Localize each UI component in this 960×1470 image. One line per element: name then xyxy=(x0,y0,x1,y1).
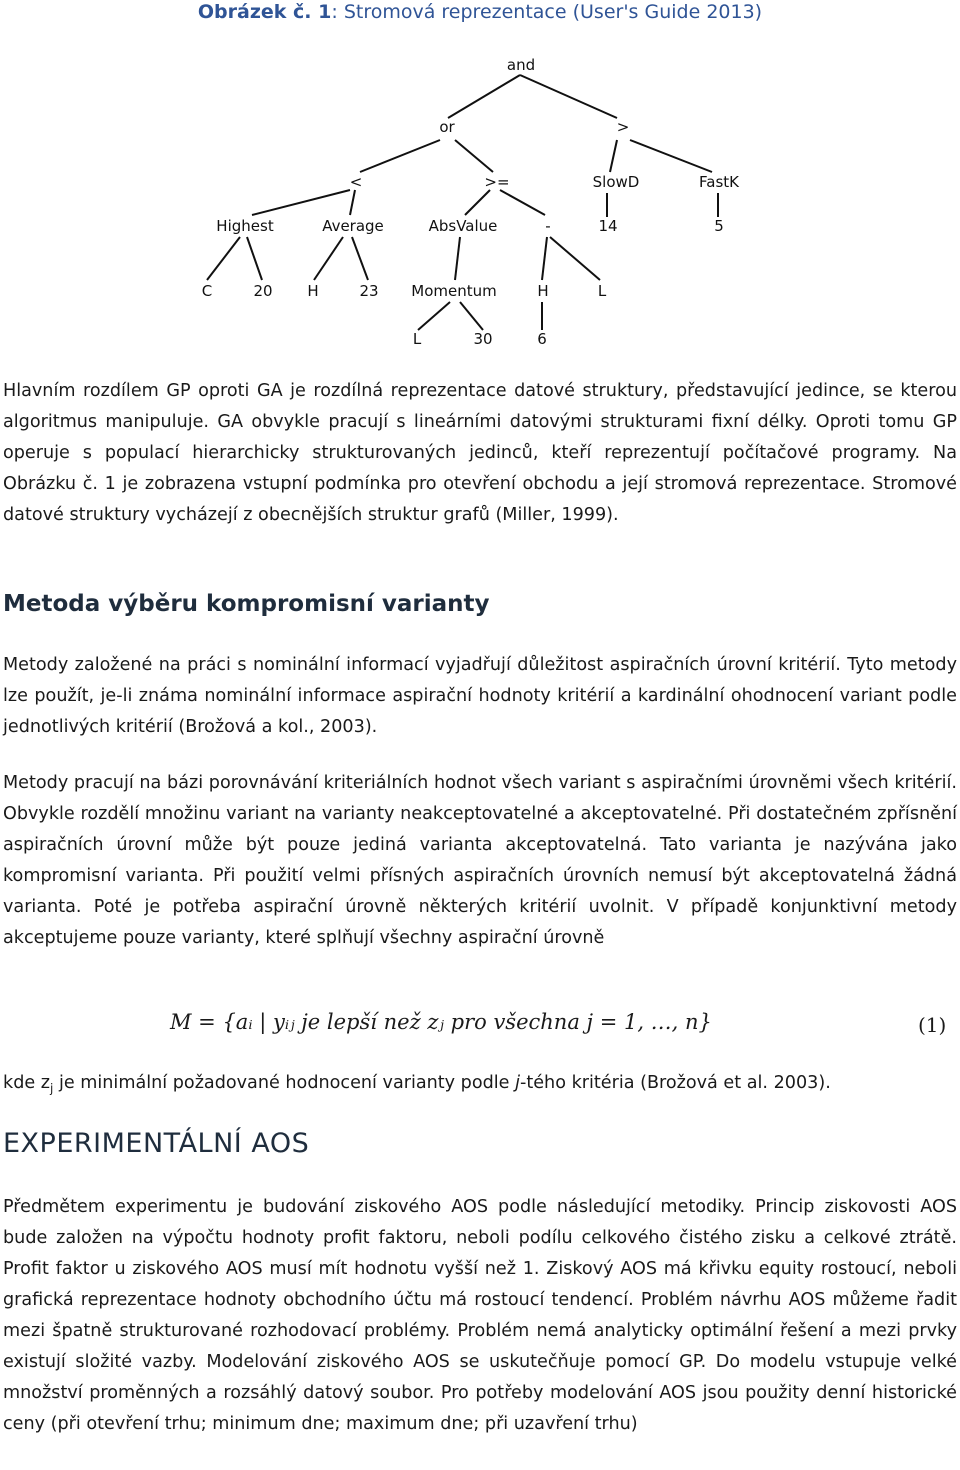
node-h2: H xyxy=(537,282,549,300)
edge-gte-absvalue xyxy=(465,190,490,215)
figure-caption-label: Obrázek č. 1 xyxy=(197,1,332,23)
kde-mid: je minimální požadované hodnocení varianty podle xyxy=(53,1073,516,1093)
node-fastk: FastK xyxy=(699,173,739,191)
node-average: Average xyxy=(322,217,384,235)
edge-average-h xyxy=(314,237,343,280)
edge-highest-c xyxy=(207,237,240,280)
kde-post: -tého kritéria (Brožová et al. 2003). xyxy=(519,1073,831,1093)
node-h: H xyxy=(307,282,319,300)
node-6: 6 xyxy=(537,330,547,348)
node-slowd: SlowD xyxy=(592,173,640,191)
node-or: or xyxy=(439,118,455,136)
equation-number: (1) xyxy=(918,1013,947,1037)
paragraph-nominal-info: Metody založené na práci s nominální informací vyjadřují důležitost aspiračních úrovní kritérií. Tyto metody lze použít, je-li známa nominální informace aspirační hodnoty kritérií a kardinální ohodnocení variant podle jednotlivých kritérií (Brožová a kol., 2003). xyxy=(3,655,957,737)
node-and: and xyxy=(506,56,536,74)
figure-caption-text: : Stromová reprezentace (User's Guide 2013) xyxy=(331,1,763,23)
paragraph-gp-ga: Hlavním rozdílem GP oproti GA je rozdílná reprezentace datové struktury, představující jedince, se kterou algoritmus manipuluje. GA obvykle pracují s lineárními datovými strukturami fixní délky. Oproti tomu GP operuje s populací hierarchicky strukturovaných jedinců, kteří reprezentují počítačové programy. Na Obrázku č. 1 je zobrazena vstupní podmínka pro otevření obchodu a její stromová reprezentace. Stromové datové struktury vycházejí z obecnějších struktur grafů (Miller, 1999). xyxy=(3,381,957,525)
kde-pre: kde z xyxy=(3,1073,51,1093)
node-absvalue: AbsValue xyxy=(428,217,498,235)
node-14: 14 xyxy=(598,217,618,235)
paragraph-kde-zj xyxy=(3,1068,957,1105)
tree-diagram xyxy=(0,40,960,350)
figure-caption xyxy=(0,0,960,24)
node-c: C xyxy=(201,282,213,300)
node-l2: L xyxy=(412,330,422,348)
edge-and-or xyxy=(448,75,520,118)
node-l: L xyxy=(597,282,607,300)
node-gte: >= xyxy=(484,173,510,191)
node-20: 20 xyxy=(253,282,273,300)
node-30: 30 xyxy=(473,330,493,348)
node-momentum: Momentum xyxy=(411,282,497,300)
edge-minus-l xyxy=(550,237,600,280)
edge-average-23 xyxy=(352,237,368,280)
node-lt: < xyxy=(349,173,363,191)
edge-lt-average xyxy=(350,190,355,215)
paragraph-aspiracni: Metody pracují na bázi porovnávání kriteriálních hodnot všech variant s aspiračními úrovněmi všech kritérií. Obvykle rozdělí množinu variant na varianty neakceptovatelné a akceptovatelné. Při dostatečném zpřísnění aspiračních úrovní může být pouze jediná varianta akceptovatelná. Tato varianta je nazývána jako kompromisní varianta. Při použití velmi přísných aspiračních úrovních nemusí být akceptovatelná žádná varianta. Poté je potřeba aspirační úrovně některých kritérií uvolnit. V případě konjunktivní metody akceptujeme pouze varianty, které splňují všechny aspirační úrovně xyxy=(3,773,957,948)
section-heading-kompromisni: Metoda výběru kompromisní varianty xyxy=(3,591,490,617)
kde-italic: j xyxy=(515,1073,520,1093)
edge-or-lt xyxy=(360,140,440,172)
edge-gte-minus xyxy=(500,190,545,215)
node-gt: > xyxy=(616,118,630,136)
kde-sub: j xyxy=(50,1081,54,1096)
formula: M = {aᵢ | yᵢⱼ je lepší než zⱼ pro všechna j = 1, …, n} xyxy=(170,1010,712,1034)
edge-momentum-30 xyxy=(460,302,483,330)
node-23: 23 xyxy=(359,282,379,300)
section-heading-experimentalni: EXPERIMENTÁLNÍ AOS xyxy=(3,1128,310,1159)
edge-gt-fastk xyxy=(630,140,712,172)
node-5: 5 xyxy=(714,217,724,235)
edge-highest-20 xyxy=(247,237,262,280)
node-minus: - xyxy=(545,217,551,235)
node-highest: Highest xyxy=(216,217,274,235)
edge-or-gte xyxy=(455,140,493,172)
edge-gt-slowd xyxy=(610,140,617,172)
tree-nodes xyxy=(202,56,740,348)
edge-and-gt xyxy=(520,75,617,118)
edge-minus-h xyxy=(542,237,547,280)
edge-absvalue-momentum xyxy=(455,237,460,280)
edge-lt-highest xyxy=(252,190,350,215)
edge-momentum-l xyxy=(418,302,450,330)
paragraph-experiment: Předmětem experimentu je budování ziskového AOS podle následující metodiky. Princip ziskovosti AOS bude založen na výpočtu hodnoty profit faktoru, neboli podílu celkového čistého zisku a celkové ztrátě. Profit faktor u ziskového AOS musí mít hodnotu vyšší než 1. Ziskový AOS má křivku equity rostoucí, neboli grafická reprezentace hodnoty obchodního účtu má rostoucí tendencí. Problém návrhu AOS můžeme řadit mezi špatně strukturované rozhodovací problémy. Problém nemá analyticky optimální řešení a mezi prvky existují složité vazby. Modelování ziskového AOS se uskutečňuje pomocí GP. Do modelu vstupuje velké množství proměnných a rozsáhlý datový soubor. Pro potřeby modelování AOS jsou použity denní historické ceny (při otevření trhu; minimum dne; maximum dne; při uzavření trhu) xyxy=(3,1197,957,1434)
